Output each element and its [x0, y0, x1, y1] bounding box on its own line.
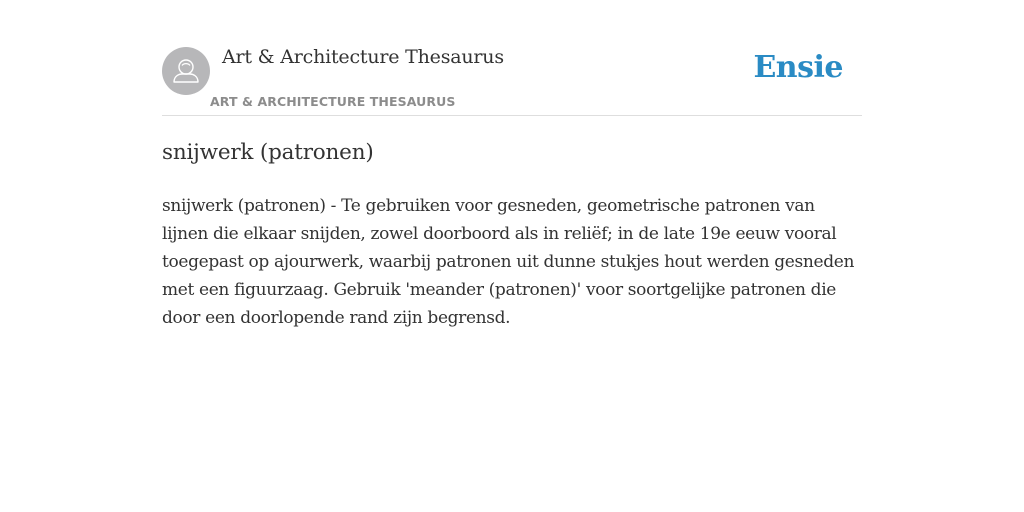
entry-definition: snijwerk (patronen) - Te gebruiken voor gesneden, geometrische patronen van lijnen die elkaar snijden, zowel doorboord als in reliëf; in de late 19e eeuw vooral toegepast op ajourwerk, waarbij patronen uit dunne stukjes hout werden gesneden met een figuurzaag. Gebruik 'meander (patronen)' voor soortgelijke patronen die door een doorlopende rand zijn begrensd.	[162, 196, 855, 328]
header	[162, 0, 862, 116]
user-avatar-icon	[162, 47, 210, 95]
avatar[interactable]	[162, 47, 210, 95]
author-name[interactable]: Art & Architecture Thesaurus	[222, 46, 504, 68]
author-subtitle[interactable]: ART & ARCHITECTURE THESAURUS	[210, 94, 456, 109]
page-container	[162, 0, 862, 328]
entry-title: snijwerk (patronen)	[162, 140, 374, 165]
brand-logo[interactable]: Ensie	[753, 50, 843, 85]
